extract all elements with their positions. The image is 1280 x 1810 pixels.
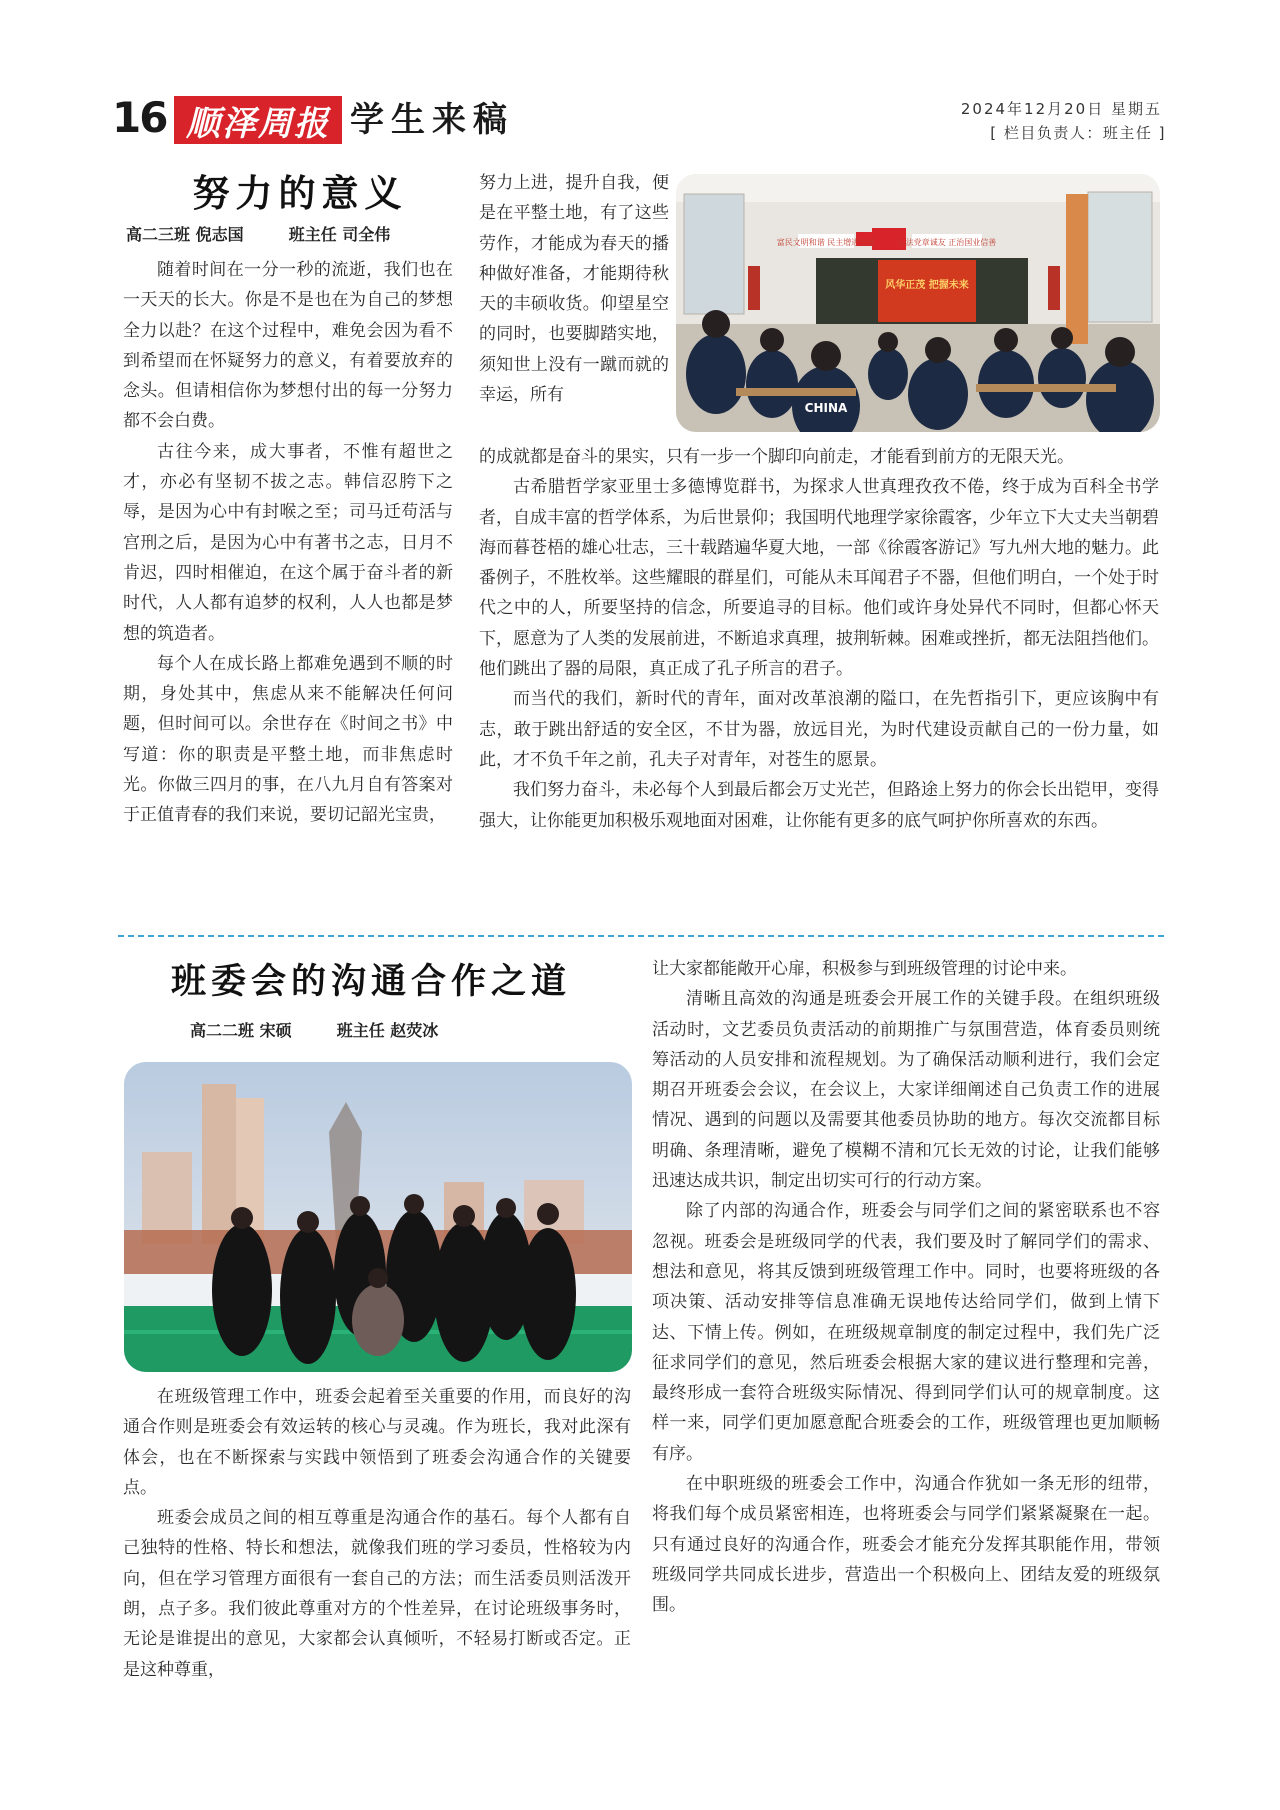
- paragraph: 古希腊哲学家亚里士多德博览群书，为探求人世真理孜孜不倦，终于成为百科全书学者，自成丰富的哲学体系，为后世景仰；我国明代地理学家徐霞客，少年立下大丈夫当朝碧海而暮苍梧的雄心壮志，三十载踏遍华夏大地，一部《徐霞客游记》写九州大地的魅力。此番例子，不胜枚举。这些耀眼的群星们，可能从未耳闻君子不器，但他们明白，一个处于时代之中的人，所要坚持的信念，所要追寻的目标。他们或许身处异代不同时，但都心怀天下，愿意为了人类的发展前进，不断追求真理，披荆斩棘。困难或挫折，都无法阻挡他们。他们跳出了器的局限，真正成了孔子所言的君子。: [479, 477, 1159, 680]
- banner-right-text: 公法党章诚友 正治国业信善: [897, 238, 997, 247]
- paragraph: 随着时间在一分一秒的流逝，我们也在一天天的长大。你是不是也在为自己的梦想全力以赴？在这个过程中，难免会因为看不到希望而在怀疑努力的意义，有着要放弃的念头。但请相信你为梦想付出的每一分努力都不会白费。: [123, 260, 453, 432]
- masthead-text: 顺泽周报: [186, 103, 330, 144]
- jacket-text: CHINA: [804, 401, 848, 415]
- article1-column-left: [123, 255, 453, 831]
- paragraph: 的成就都是奋斗的果实，只有一步一个脚印向前走，才能看到前方的无限天光。: [479, 447, 1074, 467]
- article2-byline: [190, 1018, 590, 1041]
- page-number: 16: [112, 93, 167, 142]
- masthead-logo: [174, 96, 342, 144]
- paragraph: 古往今来，成大事者，不惟有超世之才，亦必有坚韧不拔之志。韩信忍胯下之辱，是因为心中有封喉之至；司马迁苟活与宫刑之后，是因为心中有著书之志，日月不肯迟，四时相催迫，在这个属于奋斗者的新时代，人人都有追梦的权利，人人也都是梦想的筑造者。: [123, 441, 453, 644]
- article1-column-middle: [479, 168, 669, 410]
- article1-teacher: 班主任 司全伟: [288, 225, 391, 244]
- paragraph: 我们努力奋斗，未必每个人到最后都会万丈光芒，但路途上努力的你会长出铠甲，变得强大，让你能更加积极乐观地面对困难，让你能有更多的底气呵护你所喜欢的东西。: [479, 780, 1159, 831]
- article1-title: 努力的意义: [192, 171, 408, 215]
- paragraph: 在班级管理工作中，班委会起着至关重要的作用，而良好的沟通合作则是班委会有效运转的核心与灵魂。作为班长，我对此深有体会，也在不断探索与实践中领悟到了班委会沟通合作的关键要点。: [123, 1387, 631, 1498]
- article2-column-right: [652, 954, 1160, 1621]
- paragraph: 让大家都能敞开心扉，积极参与到班级管理的讨论中来。: [652, 959, 1077, 979]
- section-title: 学生来稿: [350, 100, 514, 140]
- article2-title: 班委会的沟通合作之道: [170, 962, 571, 1002]
- paragraph: 努力上进，提升自我，便是在平整土地，有了这些劳作，才能成为春天的播种做好准备，才能期待秋天的丰硕收货。仰望星空的同时，也要脚踏实地，须知世上没有一蹴而就的幸运，所有: [479, 173, 669, 406]
- article1-author: 高二三班 倪志国: [126, 225, 244, 244]
- issue-date: 2024年12月20日 星期五: [960, 100, 1162, 118]
- article2-author: 高二二班 宋硕: [190, 1021, 292, 1040]
- article2-teacher: 班主任 赵荧冰: [336, 1021, 439, 1040]
- article2-column-left: [123, 1382, 631, 1685]
- paragraph: 清晰且高效的沟通是班委会开展工作的关键手段。在组织班级活动时，文艺委员负责活动的前期推广与氛围营造，体育委员则统筹活动的人员安排和流程规划。为了确保活动顺利进行，我们会定期召开班委会会议，在会议上，大家详细阐述自己负责工作的进展情况、遇到的问题以及需要其他委员协助的地方。每次交流都目标明确、条理清晰，避免了模糊不清和冗长无效的讨论，让我们能够迅速达成共识，制定出切实可行的行动方案。: [652, 989, 1160, 1192]
- paragraph: 而当代的我们，新时代的青年，面对改革浪潮的隘口，在先哲指引下，更应该胸中有志，敢于跳出舒适的安全区，不甘为器，放远目光，为时代建设贡献自己的一份力量，如此，才不负千年之前，孔夫子对青年，对苍生的愿景。: [479, 689, 1159, 770]
- article1-byline: [126, 222, 476, 245]
- paragraph: 在中职班级的班委会工作中，沟通合作犹如一条无形的纽带，将我们每个成员紧密相连，也将班委会与同学们紧紧凝聚在一起。只有通过良好的沟通合作，班委会才能充分发挥其职能作用，带领班级同学共同成长进步，营造出一个积极向上、团结友爱的班级氛围。: [652, 1474, 1160, 1616]
- paragraph: 每个人在成长路上都难免遇到不顺的时期，身处其中，焦虑从来不能解决任何问题，但时间可以。余世存在《时间之书》中写道：你的职责是平整土地，而非焦虑时光。你做三四月的事，在八九月自有答案对于正值青春的我们来说，要切记韶光宝贵，: [123, 653, 453, 826]
- column-editor: [ 栏目负责人：班主任 ]: [990, 124, 1166, 142]
- banner-left-text: 富民文明和谐 民主增进发展: [776, 238, 876, 247]
- screen-text: 风华正茂 把握未来: [885, 280, 969, 291]
- article1-column-wide: [479, 442, 1159, 836]
- classroom-photo: [676, 174, 1160, 432]
- paragraph: 除了内部的沟通合作，班委会与同学们之间的紧密联系也不容忽视。班委会是班级同学的代表，我们要及时了解同学们的需求、想法和意见，将其反馈到班级管理工作中。同时，也要将班级的各项决策、活动安排等信息准确无误地传达给同学们，做到上情下达、下情上传。例如，在班级规章制度的制定过程中，我们先广泛征求同学们的意见，然后班委会根据大家的建议进行整理和完善，最终形成一套符合班级实际情况、得到同学们认可的规章制度。这样一来，同学们更加愿意配合班委会的工作，班级管理也更加顺畅有序。: [652, 1201, 1160, 1464]
- paragraph: 班委会成员之间的相互尊重是沟通合作的基石。每个人都有自己独特的性格、特长和想法，就像我们班的学习委员，性格较为内向，但在学习管理方面很有一套自己的方法；而生活委员则活泼开朗，点子多。我们彼此尊重对方的个性差异，在讨论班级事务时，无论是谁提出的意见，大家都会认真倾听，不轻易打断或否定。正是这种尊重，: [123, 1508, 631, 1680]
- dashed-separator: [118, 935, 1164, 937]
- group-photo: [124, 1062, 632, 1372]
